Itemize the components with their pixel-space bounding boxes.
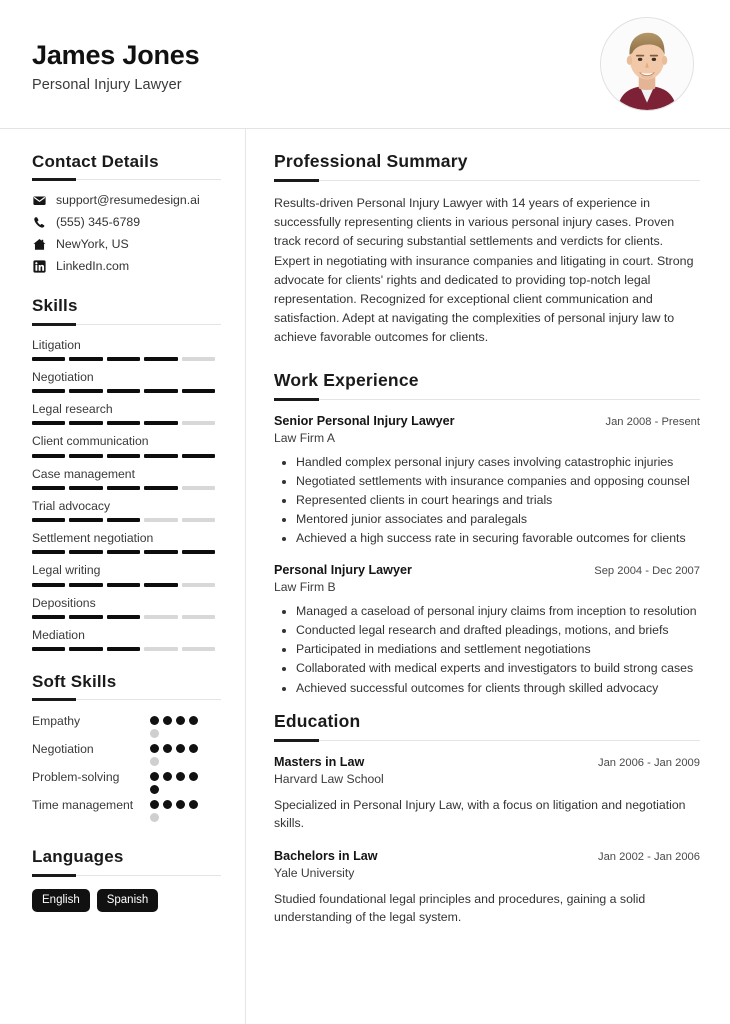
work-entry-bullet: • Represented clients in court hearings and trials bbox=[296, 491, 700, 509]
skill-level-bar bbox=[32, 357, 215, 361]
home-icon bbox=[32, 237, 46, 251]
skills-list bbox=[32, 338, 221, 652]
work-entry-bullet: • Achieved successful outcomes for clients through skilled advocacy bbox=[296, 679, 700, 697]
skill-segment bbox=[182, 486, 215, 490]
skill-segment bbox=[107, 454, 140, 458]
skill-level-bar bbox=[32, 454, 215, 458]
education-entry-header bbox=[274, 848, 700, 864]
skill-segment bbox=[182, 357, 215, 361]
skill-label: Legal research bbox=[32, 402, 113, 416]
soft-skill-dot bbox=[150, 744, 159, 753]
soft-skill-dot bbox=[150, 729, 159, 738]
soft-skill-dot bbox=[189, 716, 198, 725]
skill-segment bbox=[182, 615, 215, 619]
education-entry-description: Studied foundational legal principles and procedures, gaining a solid understanding of the legal system. bbox=[274, 892, 646, 925]
soft-skill-level-dots bbox=[150, 713, 206, 738]
soft-skill-level-dots bbox=[150, 769, 206, 794]
skill-segment bbox=[182, 454, 215, 458]
skill-item bbox=[32, 596, 221, 619]
skill-segment bbox=[69, 454, 102, 458]
work-entry-organization: Law Firm B bbox=[274, 580, 336, 595]
section-heading-contact: Contact Details bbox=[32, 152, 159, 171]
language-pill: Spanish bbox=[97, 889, 159, 913]
section-contact-details bbox=[32, 151, 221, 180]
soft-skill-item bbox=[32, 741, 221, 766]
contact-list bbox=[32, 193, 221, 273]
soft-skill-dot bbox=[163, 716, 172, 725]
skill-segment bbox=[182, 583, 215, 587]
soft-skill-item bbox=[32, 713, 221, 738]
skill-segment bbox=[107, 357, 140, 361]
skill-segment bbox=[182, 647, 215, 651]
work-entries bbox=[274, 413, 700, 697]
skill-segment bbox=[182, 389, 215, 393]
skill-level-bar bbox=[32, 389, 215, 393]
education-entry bbox=[274, 754, 700, 833]
work-entry-bullet: • Collaborated with medical experts and investigators to build strong cases bbox=[296, 659, 700, 677]
work-entry-bullet: • Managed a caseload of personal injury claims from inception to resolution bbox=[296, 602, 700, 620]
section-rule bbox=[32, 699, 221, 700]
skill-segment bbox=[144, 389, 177, 393]
section-soft-skills bbox=[32, 671, 221, 700]
skill-segment bbox=[32, 583, 65, 587]
skill-segment bbox=[32, 389, 65, 393]
skill-item bbox=[32, 338, 221, 361]
skill-segment bbox=[107, 647, 140, 651]
skill-segment bbox=[144, 583, 177, 587]
identity-block bbox=[32, 35, 199, 92]
skill-segment bbox=[107, 583, 140, 587]
education-entry bbox=[274, 848, 700, 927]
soft-skill-item bbox=[32, 797, 221, 822]
skill-segment bbox=[144, 454, 177, 458]
soft-skill-label: Problem-solving bbox=[32, 770, 120, 785]
contact-item-location[interactable] bbox=[32, 237, 221, 251]
work-entry bbox=[274, 413, 700, 548]
skill-segment bbox=[69, 550, 102, 554]
section-rule bbox=[274, 399, 700, 400]
main-column bbox=[246, 129, 730, 1024]
skill-segment bbox=[182, 421, 215, 425]
skill-segment bbox=[32, 421, 65, 425]
skill-segment bbox=[144, 550, 177, 554]
soft-skill-dot bbox=[163, 800, 172, 809]
skill-segment bbox=[107, 486, 140, 490]
contact-item-phone[interactable] bbox=[32, 215, 221, 229]
skill-segment bbox=[182, 518, 215, 522]
soft-skill-dot bbox=[176, 744, 185, 753]
education-entry-dates: Jan 2006 - Jan 2009 bbox=[597, 756, 700, 769]
skill-label: Legal writing bbox=[32, 563, 101, 578]
section-heading-skills: Skills bbox=[32, 296, 78, 316]
soft-skill-label: Negotiation bbox=[32, 742, 94, 757]
section-heading-languages: Languages bbox=[32, 847, 124, 867]
section-education bbox=[274, 711, 700, 741]
section-skills bbox=[32, 295, 221, 324]
soft-skill-dot bbox=[150, 800, 159, 809]
full-name: James Jones bbox=[32, 40, 200, 71]
skill-segment bbox=[107, 389, 140, 393]
section-rule bbox=[32, 179, 221, 180]
education-entries bbox=[274, 754, 700, 927]
skill-label: Trial advocacy bbox=[32, 498, 111, 513]
work-entry-dates: Sep 2004 - Dec 2007 bbox=[594, 564, 700, 577]
phone-icon bbox=[32, 215, 46, 229]
work-entry-dates: Jan 2008 - Present bbox=[605, 415, 700, 428]
work-entry-bullet: • Mentored junior associates and paralegals bbox=[296, 510, 700, 528]
skill-level-bar bbox=[32, 550, 215, 554]
linkedin-icon bbox=[32, 259, 46, 273]
section-rule bbox=[32, 875, 221, 876]
soft-skills-list bbox=[32, 713, 221, 822]
work-entry-organization: Law Firm A bbox=[274, 430, 335, 445]
skill-segment bbox=[69, 486, 102, 490]
skill-label: Mediation bbox=[32, 627, 85, 642]
education-entry-degree: Bachelors in Law bbox=[274, 848, 378, 863]
education-entry-dates: Jan 2002 - Jan 2006 bbox=[597, 850, 700, 863]
section-rule bbox=[274, 180, 700, 181]
skill-segment bbox=[144, 486, 177, 490]
soft-skill-dot bbox=[163, 744, 172, 753]
profile-photo-icon bbox=[601, 18, 693, 110]
skill-segment bbox=[144, 615, 177, 619]
skill-segment bbox=[32, 550, 65, 554]
work-entry-role: Personal Injury Lawyer bbox=[274, 562, 412, 577]
skill-level-bar bbox=[32, 421, 215, 425]
soft-skill-dot bbox=[163, 772, 172, 781]
contact-value-location: NewYork, US bbox=[56, 237, 129, 252]
languages-list bbox=[32, 889, 221, 913]
section-heading-soft-skills: Soft Skills bbox=[32, 672, 117, 691]
skill-segment bbox=[144, 647, 177, 651]
skill-segment bbox=[69, 389, 102, 393]
skill-label: Client communication bbox=[32, 434, 149, 449]
language-pill: English bbox=[32, 889, 90, 913]
skill-segment bbox=[144, 421, 177, 425]
skill-segment bbox=[107, 421, 140, 425]
education-entry-description: Specialized in Personal Injury Law, with a focus on litigation and negotiation skills. bbox=[274, 797, 686, 831]
skill-segment bbox=[32, 357, 65, 361]
section-rule bbox=[274, 740, 700, 741]
work-entry-role: Senior Personal Injury Lawyer bbox=[274, 413, 455, 428]
job-title: Personal Injury Lawyer bbox=[32, 76, 182, 93]
education-entry-header bbox=[274, 754, 700, 770]
soft-skill-dot bbox=[150, 716, 159, 725]
skill-level-bar bbox=[32, 486, 215, 490]
work-entry-bullet: • Conducted legal research and drafted pleadings, motions, and briefs bbox=[296, 621, 700, 639]
skill-segment bbox=[69, 518, 102, 522]
contact-value-phone: (555) 345-6789 bbox=[56, 215, 141, 230]
work-entry-bullets bbox=[274, 602, 700, 697]
skill-segment bbox=[144, 518, 177, 522]
skill-label: Settlement negotiation bbox=[32, 531, 154, 545]
education-entry-school: Harvard Law School bbox=[274, 772, 384, 787]
soft-skill-level-dots bbox=[150, 797, 206, 822]
soft-skill-dot bbox=[176, 716, 185, 725]
section-work-experience bbox=[274, 370, 700, 400]
skill-item bbox=[32, 402, 221, 425]
work-entry-header bbox=[274, 413, 700, 429]
contact-value-linkedin: LinkedIn.com bbox=[56, 259, 130, 274]
skill-label: Depositions bbox=[32, 595, 96, 610]
resume-header bbox=[0, 0, 730, 129]
section-heading-summary: Professional Summary bbox=[274, 151, 468, 171]
skill-item bbox=[32, 499, 221, 522]
soft-skill-dot bbox=[176, 772, 185, 781]
skill-label: Negotiation bbox=[32, 369, 94, 384]
skill-segment bbox=[144, 357, 177, 361]
soft-skill-dot bbox=[150, 813, 159, 822]
soft-skill-dot bbox=[150, 785, 159, 794]
skill-segment bbox=[182, 550, 215, 554]
skill-segment bbox=[69, 615, 102, 619]
skill-item bbox=[32, 628, 221, 651]
soft-skill-dot bbox=[176, 800, 185, 809]
skill-segment bbox=[69, 357, 102, 361]
section-languages bbox=[32, 846, 221, 875]
contact-item-linkedin[interactable] bbox=[32, 259, 221, 273]
skill-segment bbox=[107, 615, 140, 619]
soft-skill-dot bbox=[189, 800, 198, 809]
skill-segment bbox=[69, 583, 102, 587]
work-entry-bullets bbox=[274, 453, 700, 548]
skill-item bbox=[32, 370, 221, 393]
skill-segment bbox=[107, 550, 140, 554]
skill-label: Case management bbox=[32, 466, 135, 481]
skill-segment bbox=[69, 421, 102, 425]
work-entry-bullet: • Handled complex personal injury cases involving catastrophic injuries bbox=[296, 453, 700, 471]
contact-item-email[interactable] bbox=[32, 193, 221, 207]
section-professional-summary bbox=[274, 151, 700, 181]
avatar bbox=[600, 17, 694, 111]
envelope-icon bbox=[32, 193, 46, 207]
education-entry-school: Yale University bbox=[274, 866, 355, 881]
skill-item bbox=[32, 467, 221, 490]
soft-skill-dot bbox=[150, 757, 159, 766]
work-entry bbox=[274, 562, 700, 697]
skill-level-bar bbox=[32, 518, 215, 522]
skill-item bbox=[32, 434, 221, 457]
skill-level-bar bbox=[32, 583, 215, 587]
contact-value-email: support@resumedesign.ai bbox=[56, 193, 200, 208]
skill-segment bbox=[32, 486, 65, 490]
section-heading-work: Work Experience bbox=[274, 369, 419, 390]
skill-item bbox=[32, 563, 221, 586]
soft-skill-item bbox=[32, 769, 221, 794]
summary-text: Results-driven Personal Injury Lawyer with 14 years of experience in successfully representing clients in various personal injury cases. Proven track record of securing substantial settlements and verdicts for clients. Expert in negotiating with insurance companies and litigating in court. Strong advocate for clients' rights and dedicated to providing top-notch legal representation. Recognized for exceptional client communication and satisfaction. Adept at navigating the complexities of personal injury law to achieve favorable outcomes for clients. bbox=[274, 195, 694, 345]
skill-segment bbox=[69, 647, 102, 651]
skill-level-bar bbox=[32, 615, 215, 619]
soft-skill-label: Time management bbox=[32, 798, 134, 813]
soft-skill-label: Empathy bbox=[32, 714, 81, 729]
soft-skill-level-dots bbox=[150, 741, 206, 766]
skill-segment bbox=[32, 647, 65, 651]
education-entry-degree: Masters in Law bbox=[274, 754, 365, 769]
work-entry-bullet: • Negotiated settlements with insurance companies and opposing counsel bbox=[296, 472, 700, 490]
soft-skill-dot bbox=[189, 772, 198, 781]
work-entry-header bbox=[274, 562, 700, 578]
skill-segment bbox=[107, 518, 140, 522]
soft-skill-dot bbox=[189, 744, 198, 753]
skill-label: Litigation bbox=[32, 337, 81, 352]
soft-skill-dot bbox=[150, 772, 159, 781]
skill-segment bbox=[32, 615, 65, 619]
skill-segment bbox=[32, 518, 65, 522]
work-entry-bullet: • Achieved a high success rate in securing favorable outcomes for clients bbox=[296, 529, 700, 547]
skill-segment bbox=[32, 454, 65, 458]
resume-body bbox=[0, 129, 730, 1024]
section-rule bbox=[32, 324, 221, 325]
section-heading-education: Education bbox=[274, 710, 361, 731]
work-entry-bullet: • Participated in mediations and settlement negotiations bbox=[296, 640, 700, 658]
sidebar-column bbox=[0, 129, 246, 1024]
skill-item bbox=[32, 531, 221, 554]
skill-level-bar bbox=[32, 647, 215, 651]
